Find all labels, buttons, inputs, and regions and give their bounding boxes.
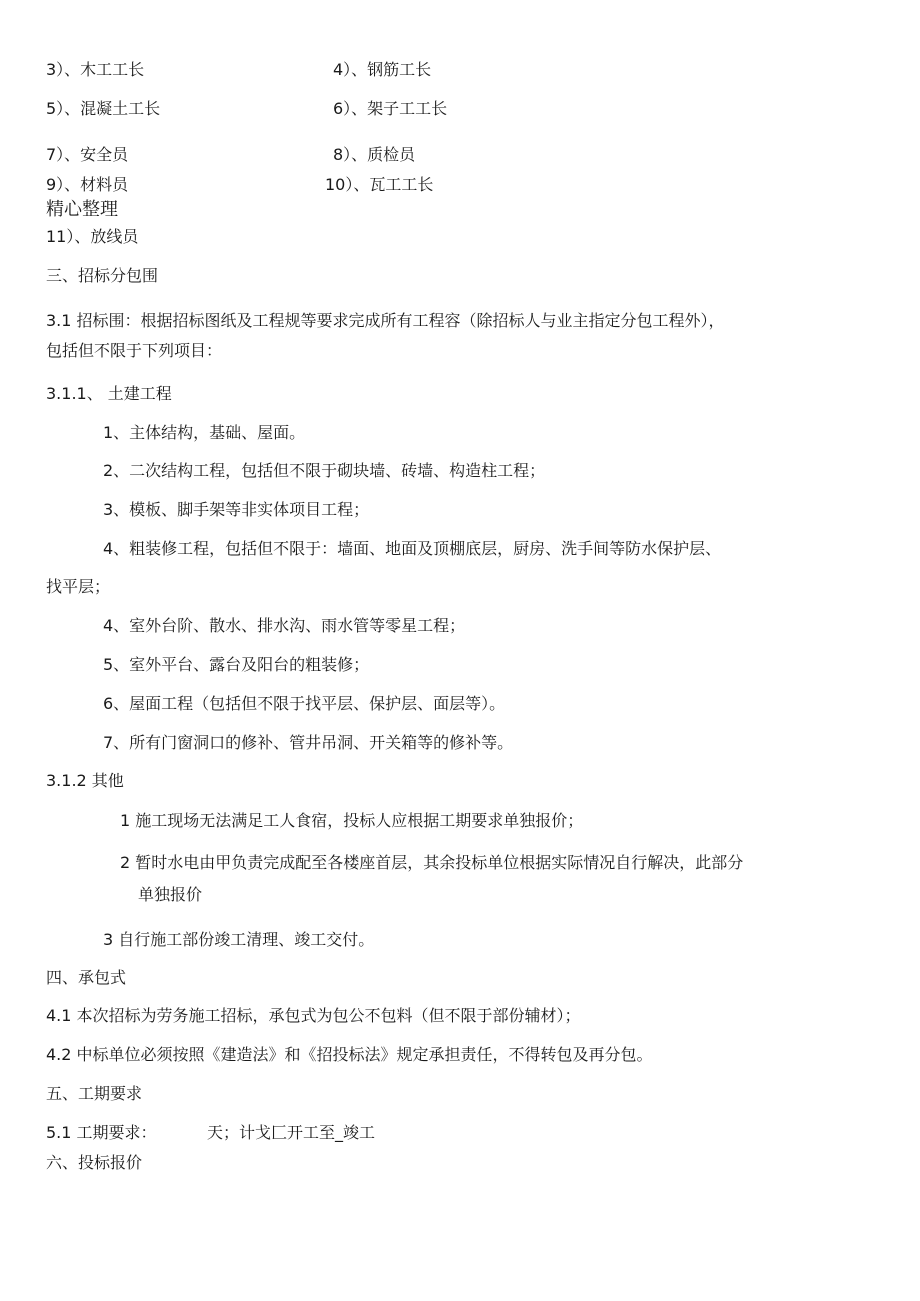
paragraph: 4.2 中标单位必须按照《建造法》和《招投标法》规定承担责任，不得转包及再分包。	[46, 1045, 653, 1064]
schedule-value: 天；计戈匚开工至_竣工	[207, 1123, 376, 1142]
paragraph: 3.1 招标围：根据招标图纸及工程规等要求完成所有工程容（除招标人与业主指定分包工程外），	[46, 311, 725, 330]
list-item: 4、室外台阶、散水、排水沟、雨水管等零星工程；	[103, 616, 466, 635]
subsection-heading: 3.1.2 其他	[46, 771, 124, 790]
paragraph: 4.1 本次招标为劳务施工招标，承包式为包公不包料（但不限于部份辅材）；	[46, 1006, 581, 1025]
list-item: 1、主体结构，基础、屋面。	[103, 423, 306, 442]
role-item: 5）、混凝土工长	[46, 99, 161, 118]
subsection-heading: 3.1.1、 土建工程	[46, 384, 172, 403]
section-heading: 三、招标分包围	[46, 266, 159, 285]
list-item: 1 施工现场无法满足工人食宿，投标人应根据工期要求单独报价；	[120, 811, 584, 830]
list-item: 6、屋面工程（包括但不限于找平层、保护层、面层等）。	[103, 694, 506, 713]
role-item: 11）、放线员	[46, 227, 139, 246]
list-item: 2 暂时水电由甲负责完成配至各楼座首层，其余投标单位根据实际情况自行解决，此部分	[120, 853, 744, 872]
list-item-continuation: 单独报价	[138, 885, 203, 904]
role-item: 7）、安全员	[46, 145, 129, 164]
list-item: 7、所有门窗洞口的修补、管井吊洞、开关箱等的修补等。	[103, 733, 514, 752]
role-item: 3）、木工工长	[46, 60, 145, 79]
role-item: 4）、钢筋工长	[333, 60, 432, 79]
list-item: 2、二次结构工程，包括但不限于砌块墙、砖墙、构造柱工程；	[103, 461, 546, 480]
role-item: 8）、质检员	[333, 145, 416, 164]
list-item: 3、模板、脚手架等非实体项目工程；	[103, 500, 370, 519]
section-heading: 四、承包式	[46, 968, 127, 987]
list-item: 5、室外平台、露台及阳台的粗装修；	[103, 655, 370, 674]
watermark-text: 精心整理	[46, 199, 118, 220]
schedule-label: 5.1 工期要求：	[46, 1123, 157, 1142]
list-item-continuation: 找平层；	[46, 577, 111, 596]
section-heading: 五、工期要求	[46, 1084, 143, 1103]
paragraph: 包括但不限于下列项目：	[46, 341, 223, 360]
role-item: 6）、架子工工长	[333, 99, 448, 118]
role-item: 9）、材料员	[46, 175, 129, 194]
list-item: 3 自行施工部份竣工清理、竣工交付。	[103, 930, 375, 949]
role-item: 10）、瓦工工长	[325, 175, 434, 194]
section-heading: 六、投标报价	[46, 1153, 143, 1172]
list-item: 4、粗装修工程，包括但不限于：墙面、地面及顶棚底层，厨房、洗手间等防水保护层、	[103, 539, 722, 558]
